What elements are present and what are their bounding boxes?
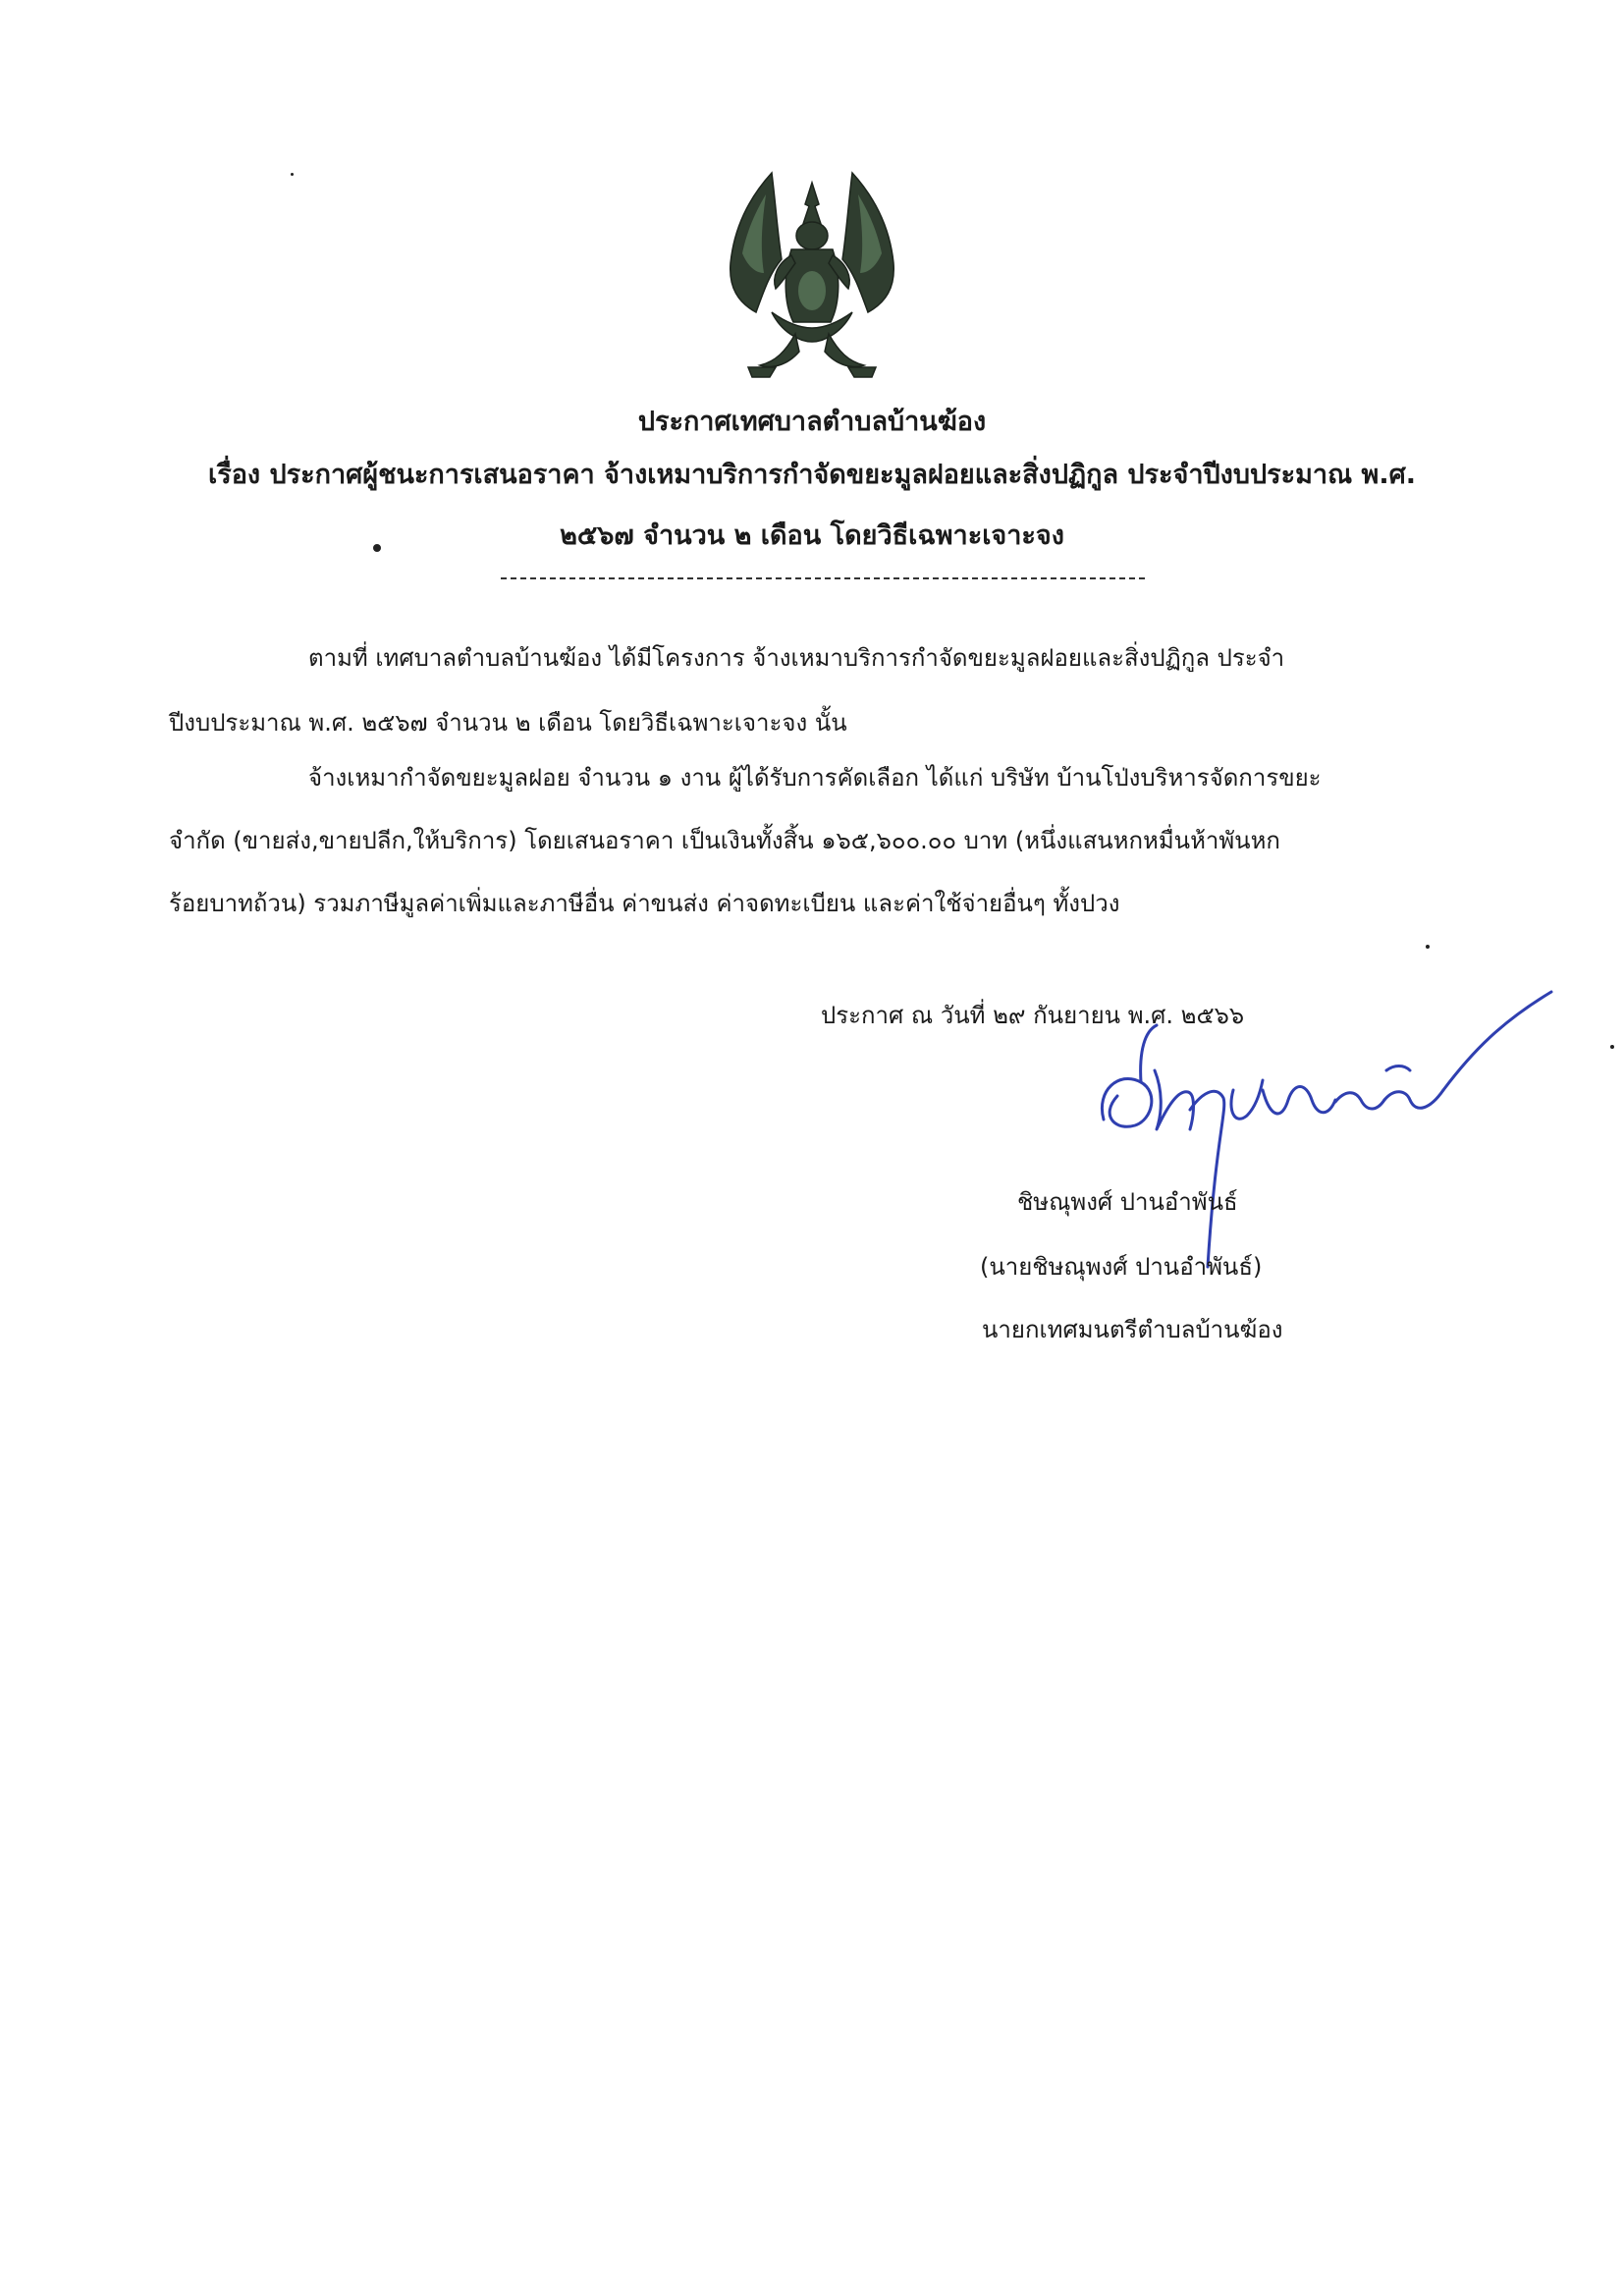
paragraph1-line2: ปีงบประมาณ พ.ศ. ๒๕๖๗ จำนวน ๒ เดือน โดยวิธีเฉพาะเจาะจง นั้น (169, 709, 847, 737)
scan-speck (291, 173, 294, 176)
signer-name: ชิษณุพงศ์ ปานอำพันธ์ (1017, 1188, 1238, 1216)
garuda-emblem-icon (713, 165, 911, 397)
announcement-title: ประกาศเทศบาลตำบลบ้านฆ้อง (637, 407, 987, 437)
paragraph2-line2: จำกัด (ขายส่ง,ขายปลีก,ให้บริการ) โดยเสนอราคา เป็นเงินทั้งสิ้น ๑๖๕,๖๐๐.๐๐ บาท (หนึ่งแสนหกหมื่นห้าพันหก (169, 827, 1280, 854)
scan-speck (1610, 1045, 1614, 1049)
dashed-divider (501, 577, 1145, 579)
scan-speck (1426, 945, 1430, 949)
signer-full-name: (นายชิษณุพงศ์ ปานอำพันธ์) (980, 1253, 1263, 1281)
handwritten-signature-icon (1060, 943, 1571, 1296)
paragraph1-line1: ตามที่ เทศบาลตำบลบ้านฆ้อง ได้มีโครงการ จ้างเหมาบริการกำจัดขยะมูลฝอยและสิ่งปฏิกูล ประจำ (308, 644, 1285, 672)
signer-position: นายกเทศมนตรีตำบลบ้านฆ้อง (982, 1316, 1283, 1343)
announcement-subject-line1: เรื่อง ประกาศผู้ชนะการเสนอราคา จ้างเหมาบริการกำจัดขยะมูลฝอยและสิ่งปฏิกูล ประจำปีงบประมาณ พ.ศ. (207, 460, 1416, 490)
scan-speck (373, 544, 381, 552)
paragraph2-line1: จ้างเหมากำจัดขยะมูลฝอย จำนวน ๑ งาน ผู้ได้รับการคัดเลือก ได้แก่ บริษัท บ้านโป่งบริหารจัดการขยะ (308, 764, 1322, 792)
announcement-subject-line2: ๒๕๖๗ จำนวน ๒ เดือน โดยวิธีเฉพาะเจาะจง (560, 520, 1064, 551)
paragraph2-line3: ร้อยบาทถ้วน) รวมภาษีมูลค่าเพิ่มและภาษีอื่น ค่าขนส่ง ค่าจดทะเบียน และค่าใช้จ่ายอื่นๆ ทั้งปวง (169, 890, 1120, 917)
announcement-date: ประกาศ ณ วันที่ ๒๙ กันยายน พ.ศ. ๒๕๖๖ (821, 1002, 1245, 1029)
